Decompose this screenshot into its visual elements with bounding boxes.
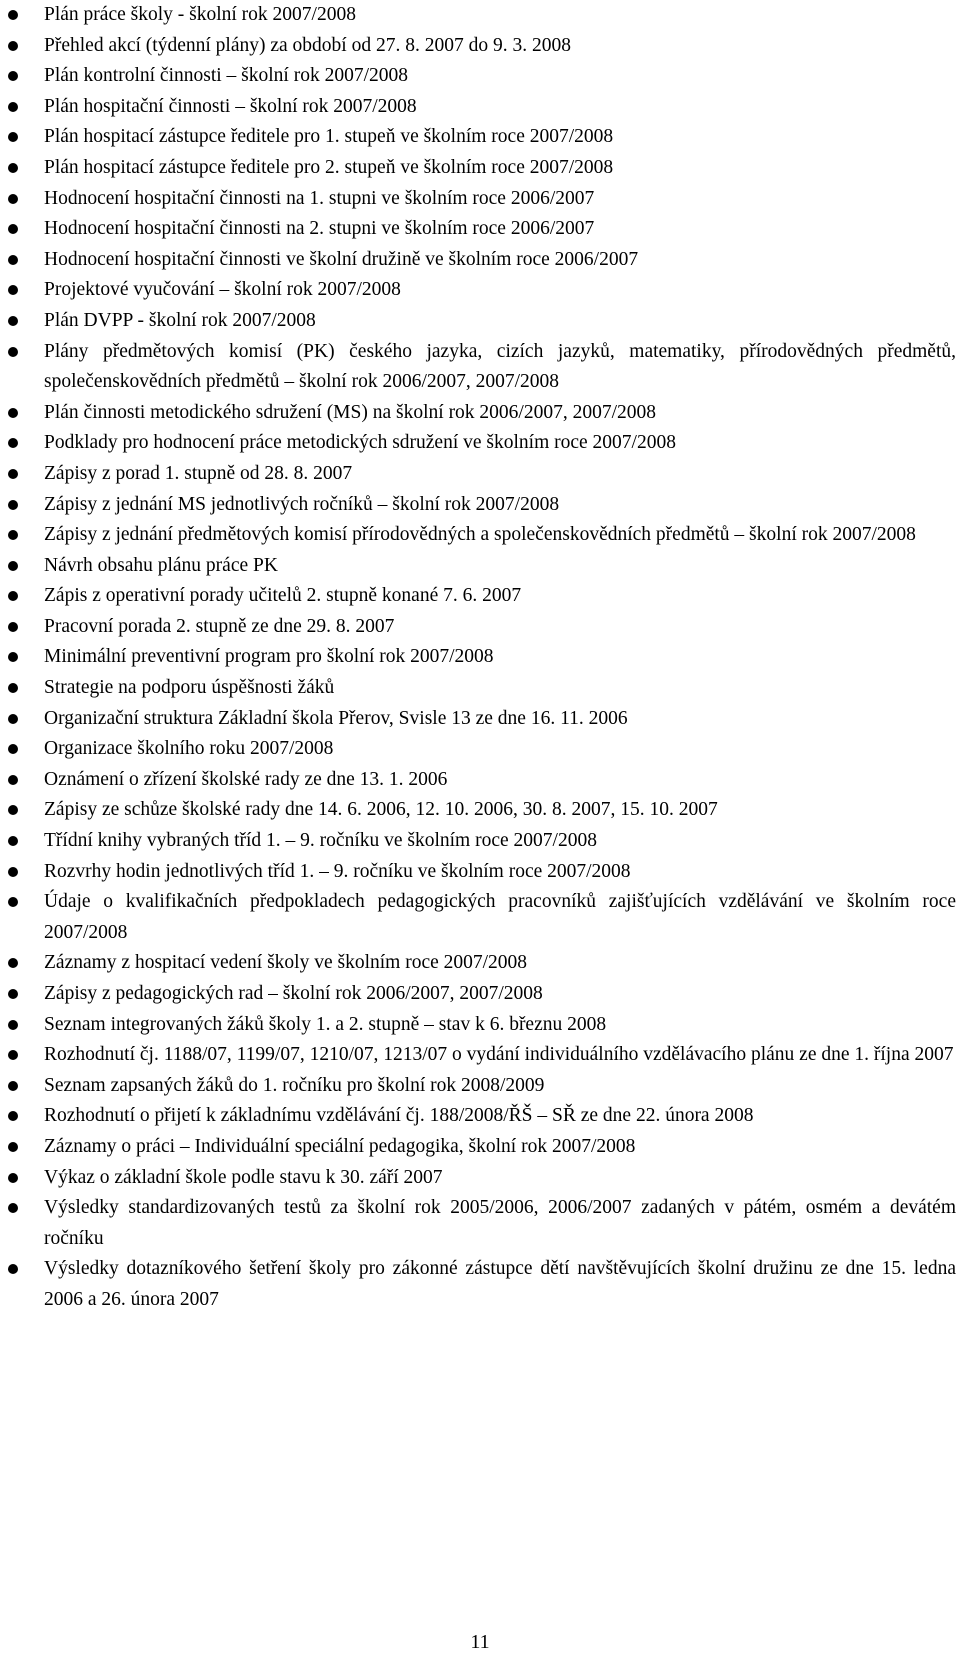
list-item-text: Třídní knihy vybraných tříd 1. – 9. ročníku ve školním roce 2007/2008 xyxy=(44,830,597,852)
list-item-text: Oznámení o zřízení školské rady ze dne 13. 1. 2006 xyxy=(44,768,448,790)
list-item-text: Plán hospitací zástupce ředitele pro 2. stupeň ve školním roce 2007/2008 xyxy=(44,156,614,178)
list-item xyxy=(0,704,956,735)
list-item-text: Minimální preventivní program pro školní rok 2007/2008 xyxy=(44,646,494,668)
list-item xyxy=(0,398,956,429)
list-item-text: Výkaz o základní škole podle stavu k 30. září 2007 xyxy=(44,1166,443,1188)
bullet-icon xyxy=(8,958,18,968)
list-item xyxy=(0,306,956,337)
bullet-icon xyxy=(8,836,18,846)
bullet-icon xyxy=(8,1020,18,1030)
list-item-text: Plán kontrolní činnosti – školní rok 2007/2008 xyxy=(44,65,408,87)
bullet-icon xyxy=(8,255,18,265)
page-number: 11 xyxy=(470,1631,490,1653)
list-item xyxy=(0,1132,956,1163)
list-item-text: Podklady pro hodnocení práce metodických sdružení ve školním roce 2007/2008 xyxy=(44,432,676,454)
list-item xyxy=(0,673,956,704)
list-item xyxy=(0,826,956,857)
list-item-text: Rozvrhy hodin jednotlivých tříd 1. – 9. ročníku ve školním roce 2007/2008 xyxy=(44,860,631,882)
bullet-icon xyxy=(8,561,18,571)
bullet-icon xyxy=(8,591,18,601)
bullet-icon xyxy=(8,897,18,907)
list-item-text: Strategie na podporu úspěšnosti žáků xyxy=(44,677,335,699)
list-item xyxy=(0,520,956,551)
list-item-text: Organizace školního roku 2007/2008 xyxy=(44,738,334,760)
list-item xyxy=(0,245,956,276)
list-item-text: Rozhodnutí čj. 1188/07, 1199/07, 1210/07, 1213/07 o vydání individuálního vzdělávacího plánu ze dne 1. října 2007 xyxy=(44,1044,954,1066)
list-item xyxy=(0,428,956,459)
bullet-icon xyxy=(8,652,18,662)
bullet-icon xyxy=(8,347,18,357)
list-item-text: Projektové vyučování – školní rok 2007/2008 xyxy=(44,279,401,301)
list-item xyxy=(0,948,956,979)
list-item xyxy=(0,734,956,765)
bullet-icon xyxy=(8,438,18,448)
list-item-text: Plán DVPP - školní rok 2007/2008 xyxy=(44,309,316,331)
list-item-text: Přehled akcí (týdenní plány) za období od 27. 8. 2007 do 9. 3. 2008 xyxy=(44,34,571,56)
bullet-icon xyxy=(8,408,18,418)
list-item xyxy=(0,1254,956,1315)
bullet-icon xyxy=(8,285,18,295)
bullet-icon xyxy=(8,989,18,999)
bullet-icon xyxy=(8,1203,18,1213)
list-item xyxy=(0,979,956,1010)
list-item-text: Plán hospitační činnosti – školní rok 2007/2008 xyxy=(44,95,417,117)
bullet-icon xyxy=(8,163,18,173)
list-item xyxy=(0,887,956,948)
bullet-icon xyxy=(8,1050,18,1060)
bullet-icon xyxy=(8,316,18,326)
list-item xyxy=(0,184,956,215)
list-item-text: Zápisy ze schůze školské rady dne 14. 6. 2006, 12. 10. 2006, 30. 8. 2007, 15. 10. 2007 xyxy=(44,799,718,821)
list-item xyxy=(0,61,956,92)
list-item-text: Návrh obsahu plánu práce PK xyxy=(44,554,278,576)
list-item xyxy=(0,153,956,184)
bullet-icon xyxy=(8,744,18,754)
list-item-text: Výsledky dotazníkového šetření školy pro zákonné zástupce dětí navštěvujících školní družinu ze dne 15. ledna 2006 a 26. února 2007 xyxy=(44,1258,956,1310)
bullet-icon xyxy=(8,102,18,112)
bullet-icon xyxy=(8,1111,18,1121)
bullet-icon xyxy=(8,530,18,540)
bullet-icon xyxy=(8,1081,18,1091)
list-item xyxy=(0,31,956,62)
list-item-text: Údaje o kvalifikačních předpokladech pedagogických pracovníků zajišťujících vzdělávání ve školním roce 2007/2008 xyxy=(44,891,956,943)
bullet-icon xyxy=(8,132,18,142)
bullet-icon xyxy=(8,469,18,479)
list-item-text: Rozhodnutí o přijetí k základnímu vzdělávání čj. 188/2008/ŘŠ – SŘ ze dne 22. února 2008 xyxy=(44,1105,754,1127)
bullet-icon xyxy=(8,1142,18,1152)
list-item-text: Organizační struktura Základní škola Přerov, Svisle 13 ze dne 16. 11. 2006 xyxy=(44,707,628,729)
list-item xyxy=(0,1040,956,1071)
list-item-text: Zápisy z jednání předmětových komisí přírodovědných a společenskovědních předmětů – školní rok 2007/2008 xyxy=(44,524,916,546)
list-item-text: Hodnocení hospitační činnosti na 2. stupni ve školním roce 2006/2007 xyxy=(44,218,595,240)
list-item xyxy=(0,765,956,796)
bullet-icon xyxy=(8,775,18,785)
list-item-text: Hodnocení hospitační činnosti na 1. stupni ve školním roce 2006/2007 xyxy=(44,187,595,209)
bullet-icon xyxy=(8,622,18,632)
list-item-text: Hodnocení hospitační činnosti ve školní družině ve školním roce 2006/2007 xyxy=(44,248,639,270)
list-item xyxy=(0,1163,956,1194)
list-item-text: Zápisy z porad 1. stupně od 28. 8. 2007 xyxy=(44,462,353,484)
list-item xyxy=(0,490,956,521)
list-item xyxy=(0,795,956,826)
list-item xyxy=(0,0,956,31)
bullet-icon xyxy=(8,71,18,81)
list-item xyxy=(0,612,956,643)
list-item-text: Zápisy z jednání MS jednotlivých ročníků – školní rok 2007/2008 xyxy=(44,493,560,515)
list-item-text: Zápis z operativní porady učitelů 2. stupně konané 7. 6. 2007 xyxy=(44,585,522,607)
list-item xyxy=(0,1193,956,1254)
list-item-text: Výsledky standardizovaných testů za školní rok 2005/2006, 2006/2007 zadaných v pátém, osmém a devátém ročníku xyxy=(44,1197,956,1249)
list-item-text: Plán práce školy - školní rok 2007/2008 xyxy=(44,4,356,25)
list-item xyxy=(0,459,956,490)
bullet-icon xyxy=(8,1173,18,1183)
list-item xyxy=(0,857,956,888)
bullet-icon xyxy=(8,41,18,51)
bullet-icon xyxy=(8,683,18,693)
list-item-text: Plány předmětových komisí (PK) českého jazyka, cizích jazyků, matematiky, přírodovědných předmětů, společenskovědních předmětů – školní rok 2006/2007, 2007/2008 xyxy=(44,340,956,393)
list-item xyxy=(0,122,956,153)
bullet-icon xyxy=(8,805,18,815)
list-item-text: Pracovní porada 2. stupně ze dne 29. 8. 2007 xyxy=(44,615,395,637)
list-item xyxy=(0,1010,956,1041)
list-item xyxy=(0,642,956,673)
list-item-text: Seznam integrovaných žáků školy 1. a 2. stupně – stav k 6. březnu 2008 xyxy=(44,1013,607,1035)
list-item-text: Plán činnosti metodického sdružení (MS) na školní rok 2006/2007, 2007/2008 xyxy=(44,401,657,423)
list-item xyxy=(0,214,956,245)
bullet-icon xyxy=(8,500,18,510)
list-item-text: Plán hospitací zástupce ředitele pro 1. stupeň ve školním roce 2007/2008 xyxy=(44,126,614,148)
bullet-icon xyxy=(8,224,18,234)
bullet-icon xyxy=(8,1264,18,1274)
list-item-text: Záznamy z hospitací vedení školy ve školním roce 2007/2008 xyxy=(44,952,528,974)
list-item xyxy=(0,1101,956,1132)
list-item xyxy=(0,275,956,306)
list-item xyxy=(0,1071,956,1102)
list-item xyxy=(0,551,956,582)
list-item-text: Seznam zapsaných žáků do 1. ročníku pro školní rok 2008/2009 xyxy=(44,1074,545,1096)
bullet-icon xyxy=(8,10,18,20)
list-item xyxy=(0,92,956,123)
bullet-icon xyxy=(8,194,18,204)
list-item-text: Zápisy z pedagogických rad – školní rok 2006/2007, 2007/2008 xyxy=(44,983,543,1004)
list-item xyxy=(0,337,956,398)
list-item-text: Záznamy o práci – Individuální speciální pedagogika, školní rok 2007/2008 xyxy=(44,1135,636,1157)
list-item xyxy=(0,581,956,612)
bullet-icon xyxy=(8,714,18,724)
bullet-icon xyxy=(8,867,18,877)
